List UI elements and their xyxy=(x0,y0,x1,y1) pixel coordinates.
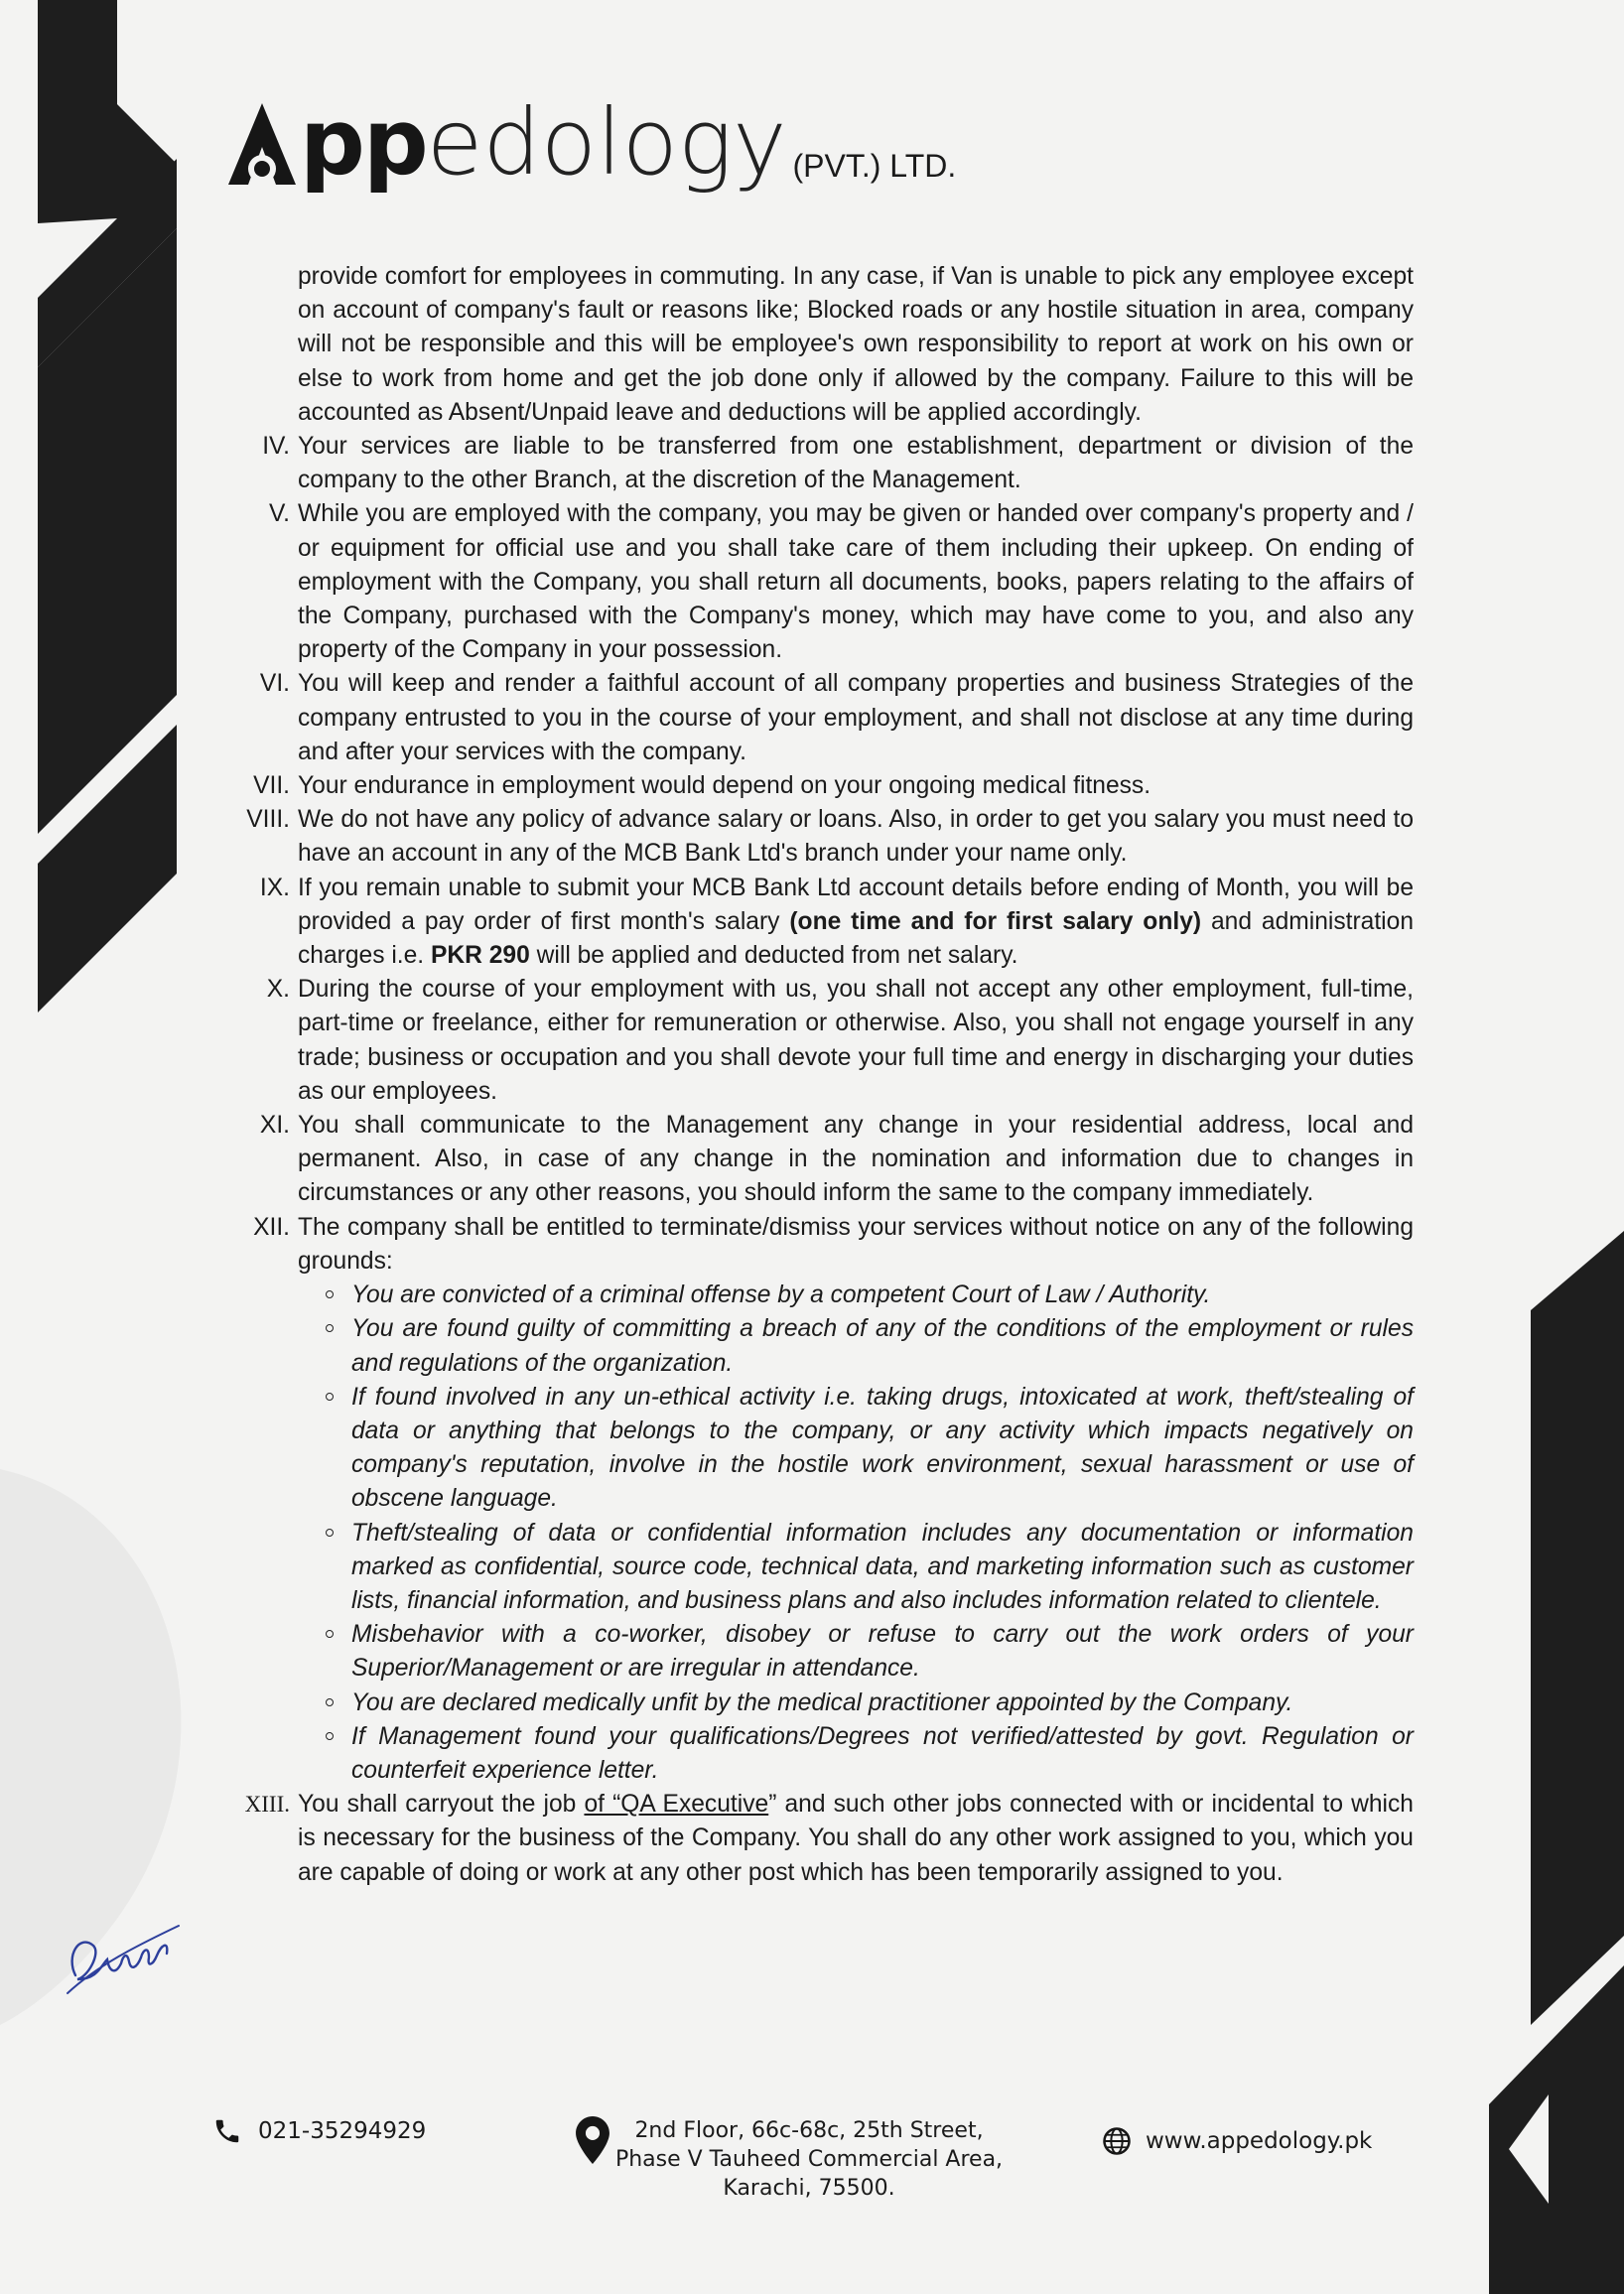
clause-text: During the course of your employment with us, you shall not accept any other employment, full-time, part-time or freelance, either for remuneration or otherwise. Also, you shall not engage yourself in any trade; business or occupation and you shall devote your full time and energy in discharging your duties as our employees. xyxy=(298,976,1414,1105)
list-item: If Management found your qualifications/Degrees not verified/attested by govt. Regulation or counterfeit experience letter. xyxy=(351,1720,1414,1788)
clause-ix xyxy=(236,872,1414,974)
clause-viii xyxy=(236,803,1414,871)
clause-number: VIII. xyxy=(246,806,290,834)
clause-number: IX. xyxy=(259,874,290,901)
address-lines xyxy=(606,2116,1013,2203)
list-item: Theft/stealing of data or confidential information includes any documentation or information marked as confidential, source code, technical data, and marketing information such as customer lists, financial information, and business plans and also includes information related to clientele. xyxy=(351,1517,1414,1619)
clause-text xyxy=(298,1788,1414,1890)
clause-ix-bold-b: PKR 290 xyxy=(430,942,530,970)
clause-number: XII. xyxy=(253,1213,290,1241)
company-logo xyxy=(226,69,957,196)
clause-continuation: provide comfort for employees in commuting. In any case, if Van is unable to pick any employee except on account of company's fault or reasons like; Blocked roads or any hostile situation in area, company will not be responsible and this will be employee's own responsibility to report at work on his own or else to work from home and get the job done only if allowed by the company. Failure to this will be accounted as Absent/Unpaid leave and deductions will be applied accordingly. xyxy=(298,263,1414,426)
circle-bullet-icon xyxy=(326,1732,334,1740)
clause-number: VII. xyxy=(253,772,290,800)
website-link[interactable]: www.appedology.pk xyxy=(1146,2128,1373,2154)
signature xyxy=(58,1906,187,2015)
clause-text: Your endurance in employment would depend on your ongoing medical fitness. xyxy=(298,772,1151,800)
termination-grounds-list xyxy=(236,1279,1414,1788)
logo-text-bold: pp xyxy=(300,89,427,196)
clause-vii xyxy=(236,769,1414,803)
right-bar-lower xyxy=(1489,1965,1624,2294)
job-title-underlined: of “QA Executive xyxy=(584,1791,769,1819)
clause-vi xyxy=(236,667,1414,769)
footer-address xyxy=(576,2116,1013,2203)
clause-text xyxy=(298,872,1414,974)
circle-bullet-icon xyxy=(326,1698,334,1706)
clause-xiii-text-b: ” and such other jobs connected with or incidental to which is necessary for the business of the Company. You shall do any other work assigned to you, which you are capable of doing or work at any other post which has been temporarily assigned to you. xyxy=(298,1791,1414,1886)
clause-number: IV. xyxy=(262,433,290,461)
logo-text-light: edology xyxy=(426,89,787,196)
list-item: You are declared medically unfit by the medical practitioner appointed by the Company. xyxy=(351,1687,1414,1720)
address-line-2: Phase V Tauheed Commercial Area, xyxy=(614,2147,1004,2172)
logo-suffix: (PVT.) LTD. xyxy=(792,148,957,184)
clause-xi xyxy=(236,1109,1414,1211)
list-item: If found involved in any un-ethical activity i.e. taking drugs, intoxicated at work, theft/stealing of data or anything that belongs to the company, or any activity which impacts negatively on company's reputation, involve in the hostile work environment, sexual harassment or use of obscene language. xyxy=(351,1381,1414,1517)
list-item: Misbehavior with a co-worker, disobey or refuse to carry out the work orders of your Superior/Management or are irregular in attendance. xyxy=(351,1618,1414,1686)
list-item: You are convicted of a criminal offense by a competent Court of Law / Authority. xyxy=(351,1279,1414,1312)
clause-ix-bold-a: (one time and for first salary only) xyxy=(789,907,1202,935)
logo-a-mark-icon xyxy=(226,99,298,189)
clause-text: You will keep and render a faithful account of all company properties and business Strategies of the company entrusted to you in the course of your employment, and shall not disclose at any time during and after your services with the company. xyxy=(298,670,1414,765)
clause-v xyxy=(236,497,1414,667)
left-bar-top xyxy=(38,0,117,223)
address-line-1: 2nd Floor, 66c-68c, 25th Street, xyxy=(634,2118,984,2143)
letter-body xyxy=(236,260,1414,1890)
clause-text: Your services are liable to be transferred from one establishment, department or division of the company to the other Branch, at the discretion of the Management. xyxy=(298,433,1414,494)
circle-bullet-icon xyxy=(326,1290,334,1298)
globe-icon xyxy=(1102,2126,1132,2156)
list-item: You are found guilty of committing a breach of any of the conditions of the employment or rules and regulations of the organization. xyxy=(351,1312,1414,1380)
clause-text: While you are employed with the company, you may be given or handed over company's property and / or equipment for official use and you shall take care of them including their upkeep. On ending of employment with the Company, you shall return all documents, books, papers relating to the affairs of the Company, purchased with the Company's money, which may have come to you, and also any property of the Company in your possession. xyxy=(298,500,1414,664)
phone-icon xyxy=(212,2116,242,2146)
circle-bullet-icon xyxy=(326,1630,334,1638)
address-line-3: Karachi, 75500. xyxy=(723,2176,895,2201)
clause-number: X. xyxy=(266,976,290,1004)
circle-bullet-icon xyxy=(326,1324,334,1332)
clause-number: XI. xyxy=(259,1112,290,1140)
footer-website xyxy=(1102,2126,1372,2156)
clause-number: V. xyxy=(269,500,290,528)
footer-phone xyxy=(212,2116,426,2146)
right-bar-upper xyxy=(1531,1231,1624,2025)
clause-xiii-text-a: You shall carryout the job xyxy=(298,1791,577,1819)
clause-number: VI. xyxy=(259,670,290,698)
clause-iv xyxy=(236,430,1414,497)
circle-bullet-icon xyxy=(326,1529,334,1537)
clause-x xyxy=(236,973,1414,1109)
clause-text: The company shall be entitled to terminate/dismiss your services without notice on any of the following grounds: xyxy=(298,1213,1414,1275)
phone-number: 021-35294929 xyxy=(258,2118,427,2144)
clause-text: We do not have any policy of advance salary or loans. Also, in order to get you salary you must need to have an account in any of the MCB Bank Ltd's branch under your name only. xyxy=(298,806,1414,868)
clause-ix-text-c: will be applied and deducted from net salary. xyxy=(536,942,1018,970)
clause-number: XIII. xyxy=(244,1792,290,1818)
clause-ix-text-b: and administration charges i.e. xyxy=(298,907,1414,970)
clause-text: You shall communicate to the Management any change in your residential address, local and permanent. Also, in case of any change in the nomination and information due to changes in circumstances or any other reasons, you should inform the same to the company immediately. xyxy=(298,1112,1414,1207)
circle-bullet-icon xyxy=(326,1393,334,1401)
location-pin-icon xyxy=(576,2116,609,2164)
clause-ix-text-a: If you remain unable to submit your MCB Bank Ltd account details before ending of Month, you will be provided a pay order of first month's salary xyxy=(298,874,1414,935)
clause-xiii xyxy=(236,1788,1414,1890)
clause-xii xyxy=(236,1211,1414,1279)
